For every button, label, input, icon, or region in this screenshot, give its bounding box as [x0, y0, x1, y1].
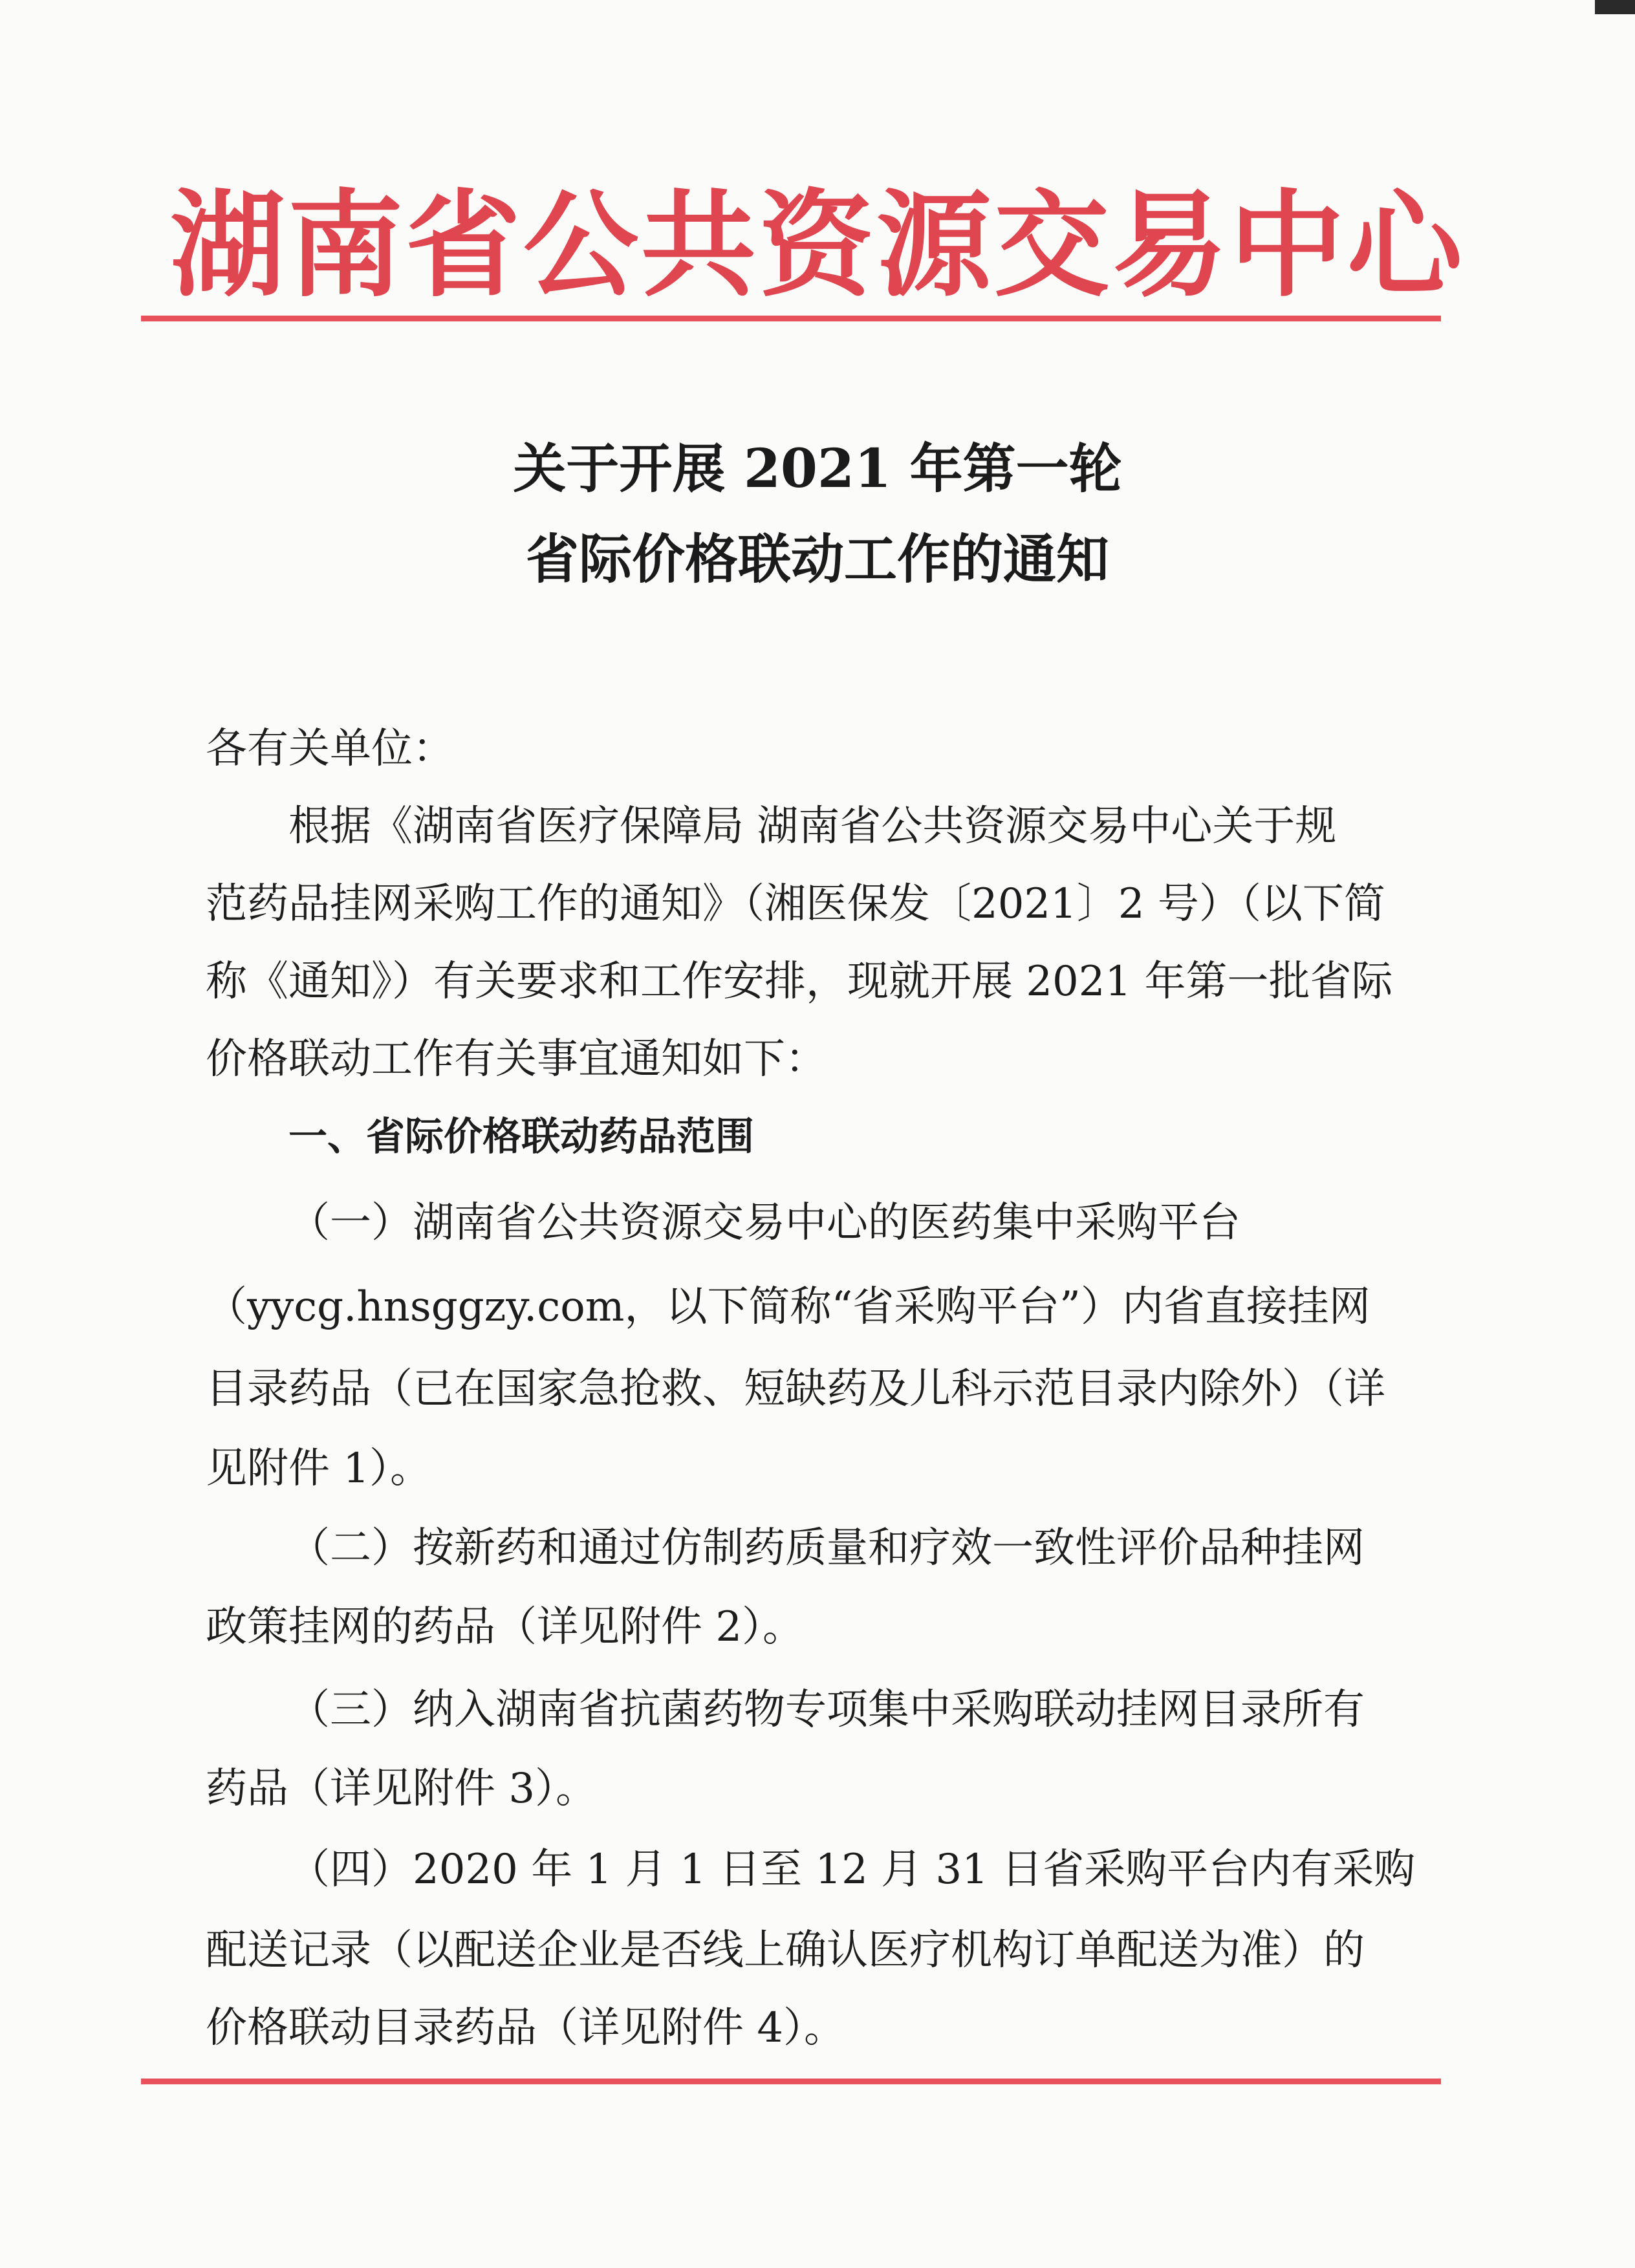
section-1-heading: 一、省际价格联动药品范围: [288, 1114, 754, 1160]
item-4-line-2: 配送记录（以配送企业是否线上确认医疗机构订单配送为准）的: [206, 1927, 1365, 1974]
item-3-line-1: （三）纳入湖南省抗菌药物专项集中采购联动挂网目录所有: [288, 1686, 1365, 1734]
item-1-line-4: 见附件 1）。: [206, 1445, 432, 1493]
footer-red-rule: [141, 2079, 1441, 2084]
item-2-line-1: （二）按新药和通过仿制药质量和疗效一致性评价品种挂网: [288, 1524, 1365, 1572]
item-1-line-3: 目录药品（已在国家急抢救、短缺药及儿科示范目录内除外）（详: [206, 1365, 1385, 1413]
intro-line-2: 范药品挂网采购工作的通知》（湘医保发〔2021〕2 号）（以下简: [206, 880, 1385, 928]
item-3-line-2: 药品（详见附件 3）。: [206, 1765, 598, 1813]
document-title-line-2: 省际价格联动工作的通知: [525, 528, 1109, 590]
scan-corner-mark: [1595, 0, 1635, 14]
document-title-line-1: 关于开展 2021 年第一轮: [513, 438, 1122, 500]
letterhead-red-rule: [141, 316, 1441, 321]
item-2-line-2: 政策挂网的药品（详见附件 2）。: [206, 1603, 805, 1651]
letterhead-org-name: 湖南省公共资源交易中心: [170, 178, 1465, 312]
salutation: 各有关单位：: [206, 725, 454, 773]
intro-line-4: 价格联动工作有关事宜通知如下：: [206, 1035, 827, 1083]
item-4-line-1: （四）2020 年 1 月 1 日至 12 月 31 日省采购平台内有采购: [288, 1846, 1416, 1894]
item-4-line-3: 价格联动目录药品（详见附件 4）。: [206, 2004, 846, 2052]
item-1-line-1: （一）湖南省公共资源交易中心的医药集中采购平台: [288, 1199, 1240, 1247]
intro-line-3: 称《通知》）有关要求和工作安排，现就开展 2021 年第一批省际: [206, 958, 1393, 1006]
intro-line-1: 根据《湖南省医疗保障局 湖南省公共资源交易中心关于规: [288, 803, 1337, 850]
item-1-line-2: （yycg.hnsggzy.com，以下简称“省采购平台”）内省直接挂网: [206, 1283, 1370, 1331]
